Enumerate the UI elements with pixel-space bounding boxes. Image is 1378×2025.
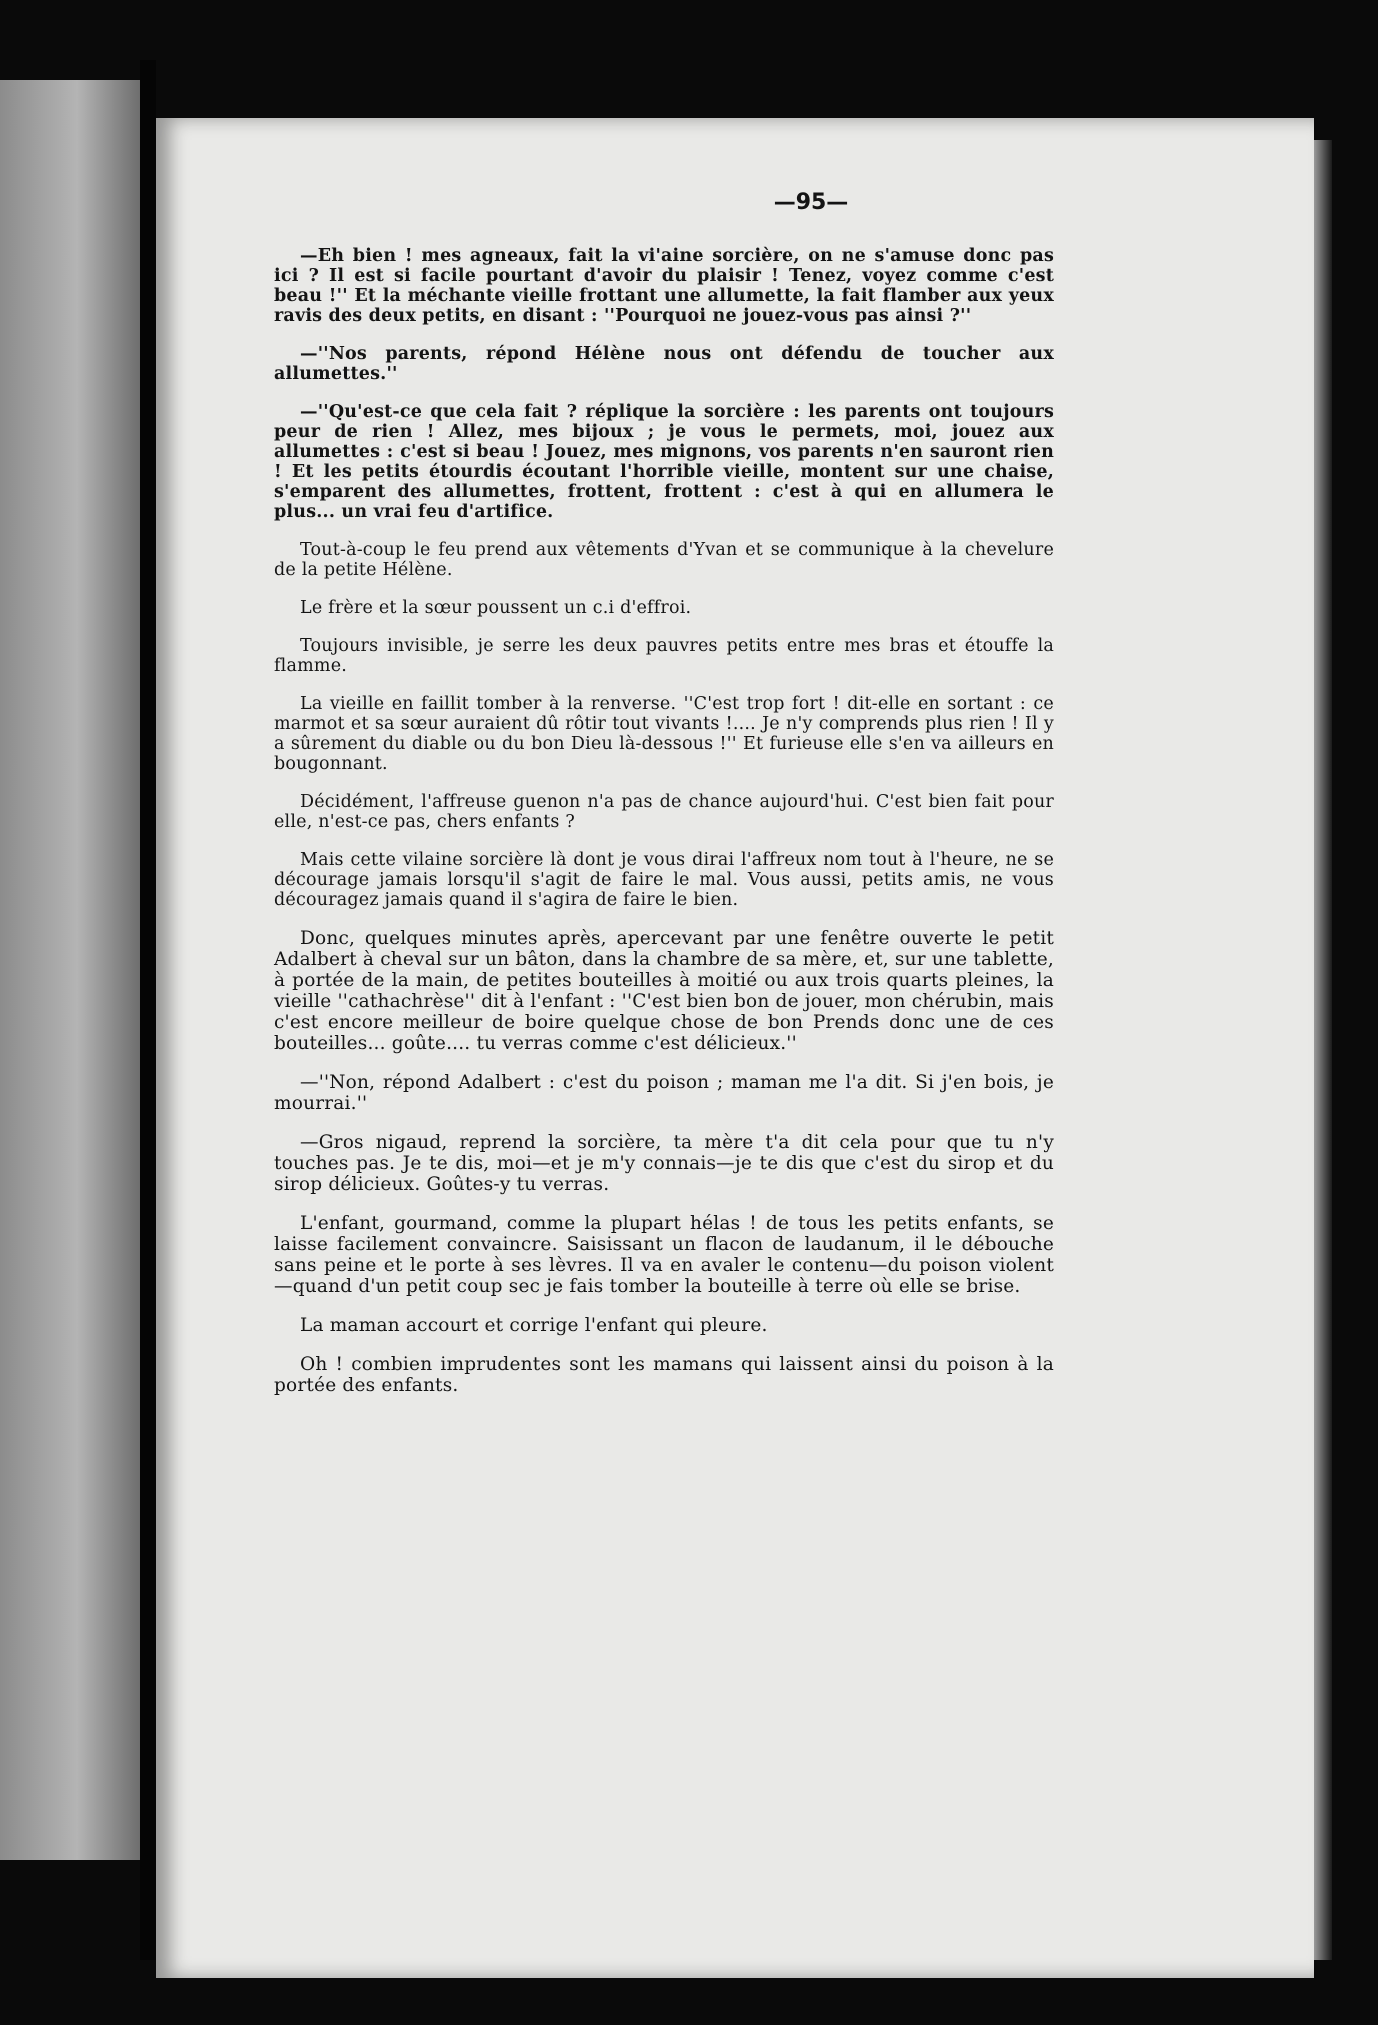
paragraph-3: —''Qu'est-ce que cela fait ? réplique la sorcière : les parents ont toujours peur de rien ! Allez, mes bijoux ; je vous le permets, moi, jouez aux allumettes : c'est si beau ! Jouez, mes mignons, vos parents n'en sauront rien ! Et les petits étourdis écoutant l'horrible vieille, montent sur une chaise, s'emparent des allumettes, frottent, frottent : c'est à qui en allumera le plus... un vrai feu d'artifice. bbox=[274, 402, 1054, 522]
paragraph-6: Toujours invisible, je serre les deux pauvres petits entre mes bras et étouffe la flamme. bbox=[274, 636, 1054, 676]
paragraph-14: La maman accourt et corrige l'enfant qui pleure. bbox=[300, 1315, 768, 1336]
paragraph-10: Donc, quelques minutes après, apercevant par une fenêtre ouverte le petit Adalbert à cheval sur un bâton, dans la chambre de sa mère, et, sur une tablette, à portée de la main, de petites bouteilles à moitié ou aux trois quarts pleines, la vieille ''cathachrèse'' dit à l'enfant : ''C'est bien bon de jouer, mon chérubin, mais c'est encore meilleur de boire quelque chose de bon Prends donc une de ces bouteilles... goûte.... tu verras comme c'est délicieux.'' bbox=[274, 928, 1054, 1054]
paragraph-15: Oh ! combien imprudentes sont les mamans qui laissent ainsi du poison à la portée des enfants. bbox=[274, 1354, 1054, 1396]
paragraph-12: —Gros nigaud, reprend la sorcière, ta mère t'a dit cela pour que tu n'y touches pas. Je te dis, moi—et je m'y connais—je te dis que c'est du sirop et du sirop délicieux. Goûtes-y tu verras. bbox=[274, 1132, 1054, 1195]
left-page-edge bbox=[0, 80, 140, 1860]
right-page-edge bbox=[1314, 140, 1332, 1960]
book-page bbox=[156, 118, 1314, 1978]
paragraph-2: —''Nos parents, répond Hélène nous ont défendu de toucher aux allumettes.'' bbox=[274, 344, 1054, 384]
page-number: —95— bbox=[773, 190, 849, 215]
paragraph-7: La vieille en faillit tomber à la renverse. ''C'est trop fort ! dit-elle en sortant : ce marmot et sa sœur auraient dû rôtir tout vivants !.... Je n'y comprends plus rien ! Il y a sûrement du diable ou du bon Dieu là-dessous !'' Et furieuse elle s'en va ailleurs en bougonnant. bbox=[274, 694, 1054, 774]
paragraph-9: Mais cette vilaine sorcière là dont je vous dirai l'affreux nom tout à l'heure, ne se décourage jamais lorsqu'il s'agit de faire le mal. Vous aussi, petits amis, ne vous découragez jamais quand il s'agira de faire le bien. bbox=[274, 850, 1054, 910]
paragraph-1: —Eh bien ! mes agneaux, fait la vi'aine sorcière, on ne s'amuse donc pas ici ? Il est si facile pourtant d'avoir du plaisir ! Tenez, voyez comme c'est beau !'' Et la méchante vieille frottant une allumette, la fait flamber aux yeux ravis des deux petits, en disant : ''Pourquoi ne jouez-vous pas ainsi ?'' bbox=[274, 246, 1054, 326]
paragraph-11: —''Non, répond Adalbert : c'est du poison ; maman me l'a dit. Si j'en bois, je mourrai.'' bbox=[274, 1072, 1054, 1114]
paragraph-8: Décidément, l'affreuse guenon n'a pas de chance aujourd'hui. C'est bien fait pour elle, n'est-ce pas, chers enfants ? bbox=[274, 792, 1054, 832]
page-text bbox=[274, 246, 1054, 1414]
paragraph-4: Tout-à-coup le feu prend aux vêtements d'Yvan et se communique à la chevelure de la petite Hélène. bbox=[274, 540, 1054, 580]
paragraph-13: L'enfant, gourmand, comme la plupart hélas ! de tous les petits enfants, se laisse facilement convaincre. Saisissant un flacon de laudanum, il le débouche sans peine et le porte à ses lèvres. Il va en avaler le contenu—du poison violent—quand d'un petit coup sec je fais tomber la bouteille à terre où elle se brise. bbox=[274, 1213, 1054, 1297]
paragraph-5: Le frère et la sœur poussent un c.i d'effroi. bbox=[300, 598, 692, 618]
book-gutter bbox=[140, 60, 156, 1960]
